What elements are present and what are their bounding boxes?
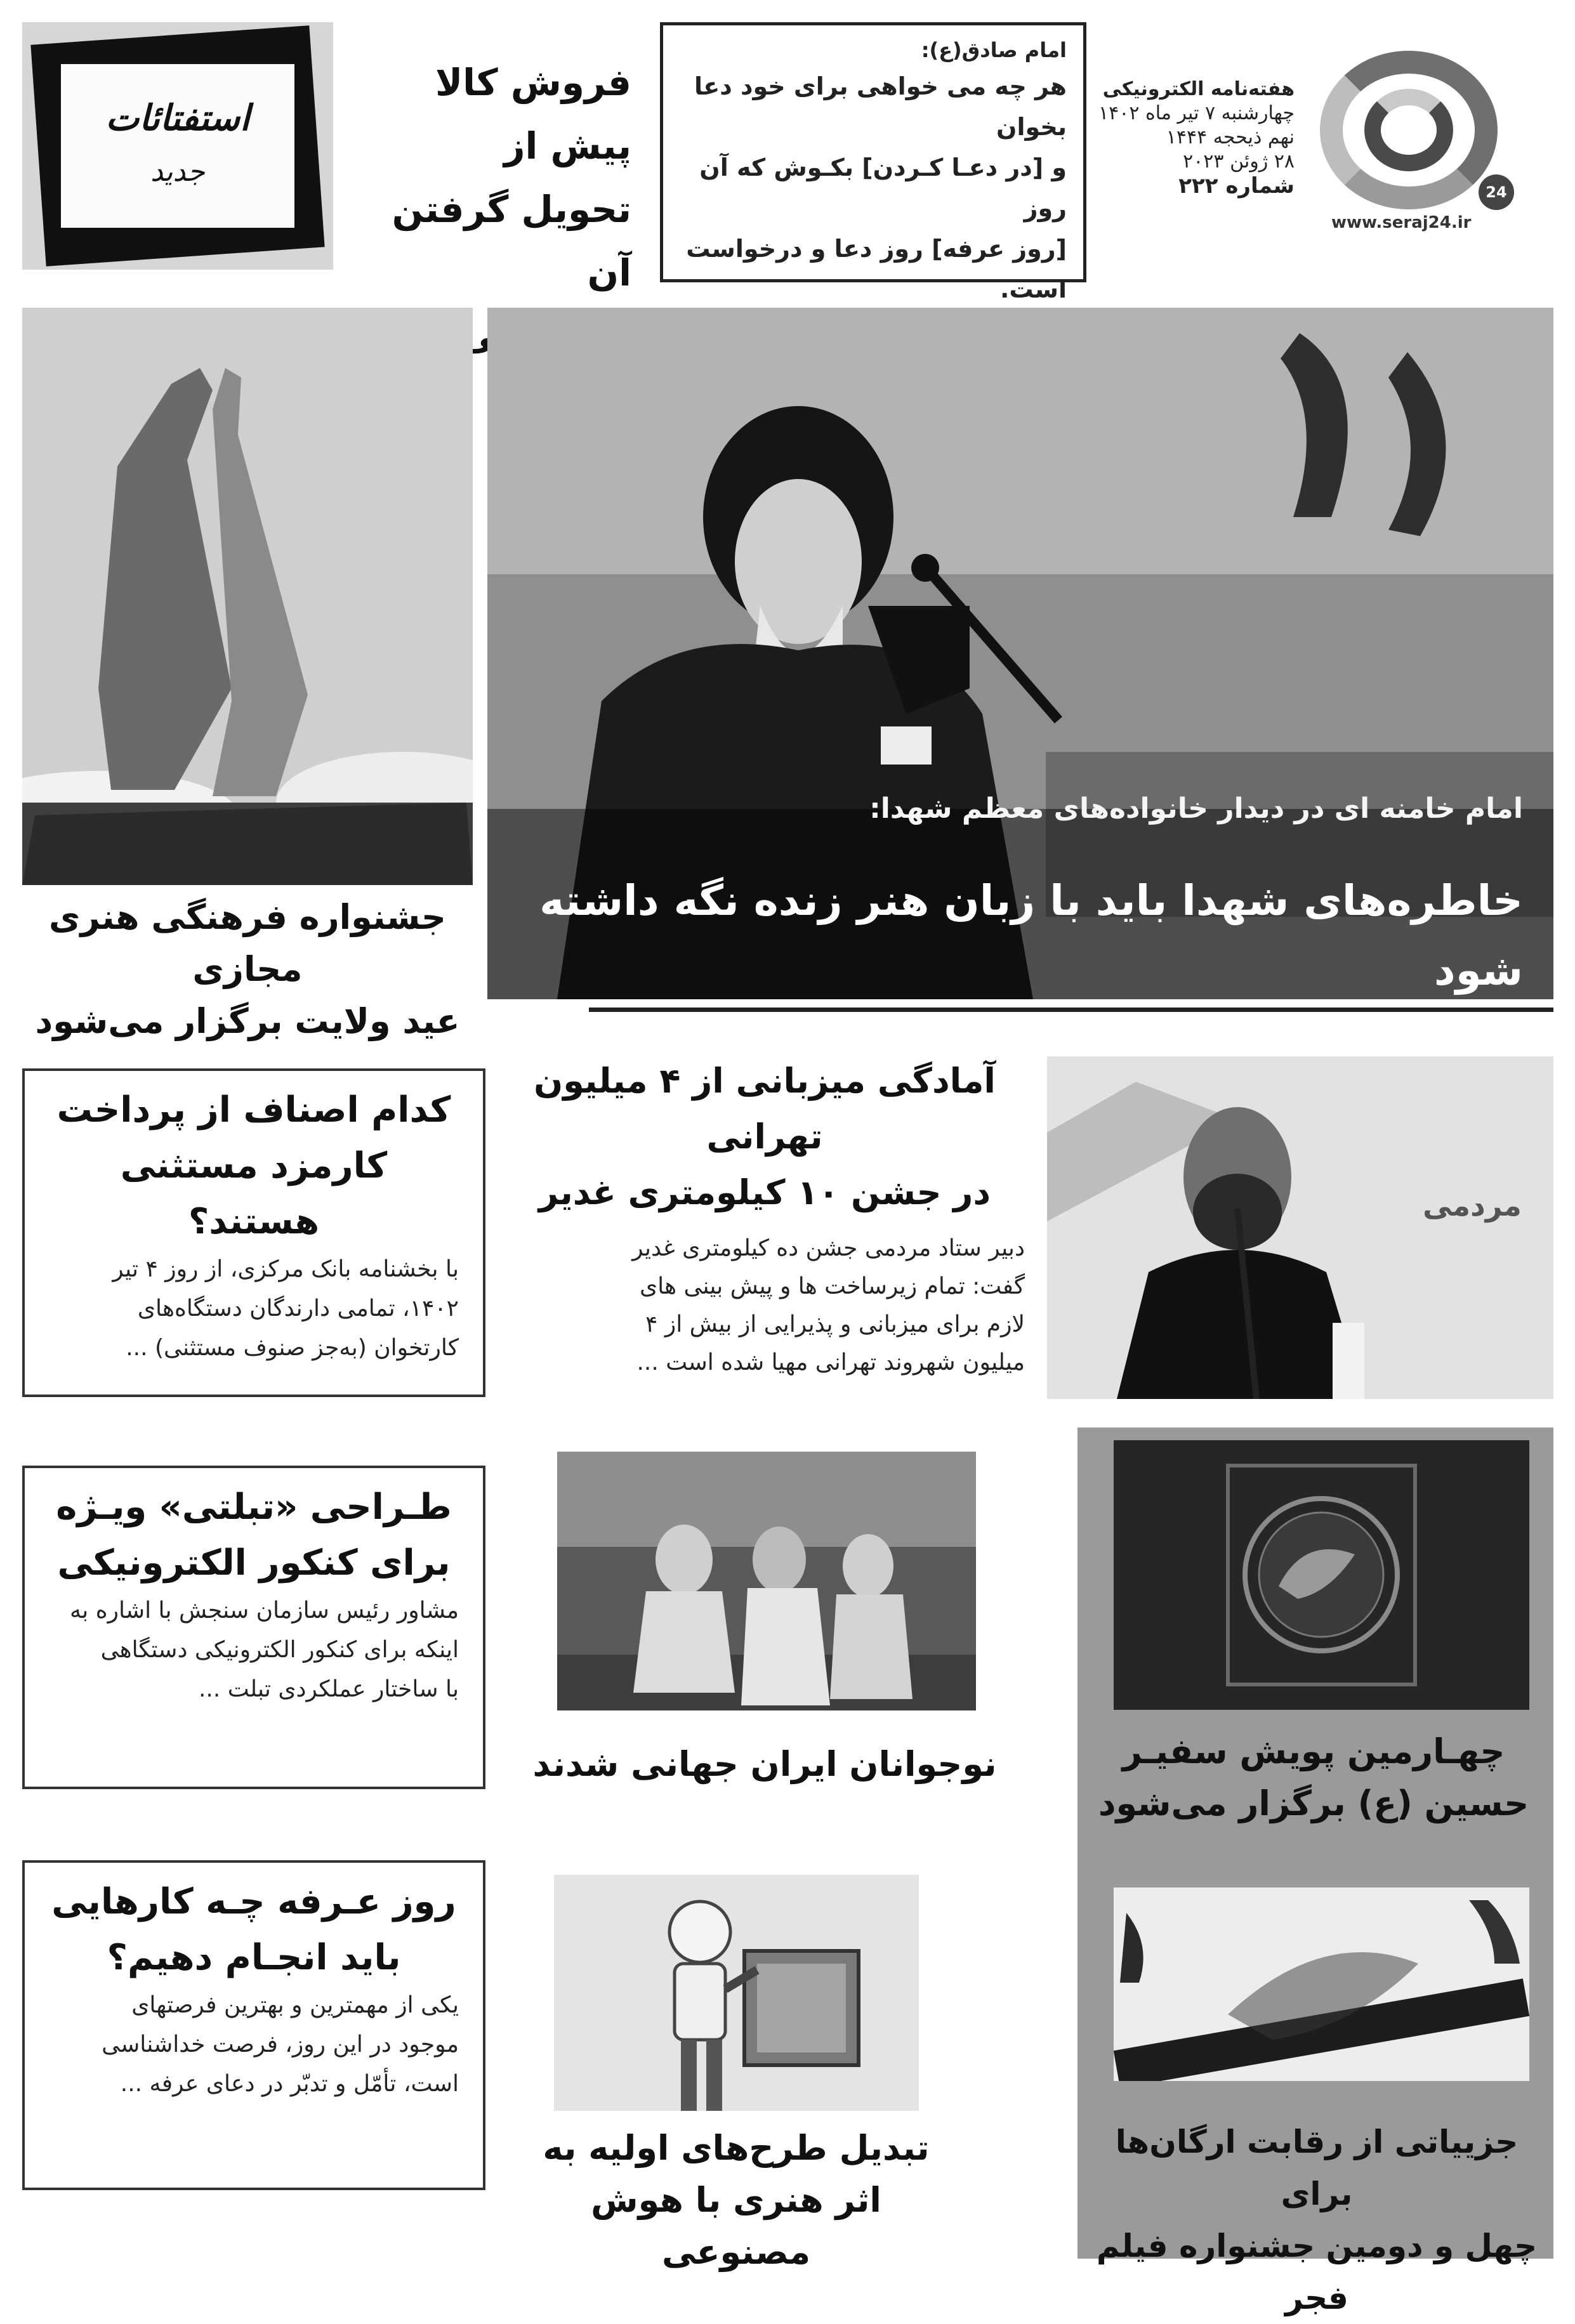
ai-robot-photo[interactable]	[554, 1875, 919, 2111]
ghadir-speaker-photo[interactable]	[1047, 1056, 1553, 1399]
lead-kicker: امام خامنه ای در دیدار خانواده‌های معظم شهدا:	[869, 792, 1523, 825]
ai-caption[interactable]	[533, 2122, 939, 2272]
issue-number: شماره ۲۲۲	[1178, 173, 1295, 199]
fatwa-badge-title: استفتائات	[105, 97, 250, 139]
fatwa-badge	[22, 22, 333, 270]
article-fees[interactable]	[22, 1068, 485, 1397]
article-ghadir[interactable]	[504, 1053, 1025, 1408]
article-konkur-body-line-3: با ساختار عملکردی تبلت ...	[198, 1676, 459, 1702]
article-arafah-body-line-3: است، تأمّل و تدبّر در دعای عرفه ...	[120, 2071, 459, 2097]
article-konkur-body-line-2: اینکه برای کنکور الکترونیکی دستگاهی	[100, 1637, 459, 1663]
article-ghadir-body-line-3: لازم برای میزبانی و پذیرایی از بیش از ۴	[645, 1311, 1025, 1337]
article-fees-body-line-2: ۱۴۰۲، تمامی دارندگان دستگاه‌های	[137, 1296, 459, 1322]
quote-line-1: هر چه می خواهی برای خود دعا بخوان	[694, 72, 1067, 141]
fatwa-badge-subtitle: جدید	[150, 155, 205, 188]
article-ghadir-body-line-1: دبیر ستاد مردمی جشن ده کیلومتری غدیر	[632, 1235, 1025, 1261]
article-konkur-title-line-2: برای کنکور الکترونیکی	[57, 1542, 451, 1584]
football-photo[interactable]	[557, 1452, 976, 1710]
quote-box	[660, 22, 1086, 303]
ai-caption-line-1: تبدیل طرح‌های اولیه به	[543, 2128, 930, 2168]
fatwa-headline-line-1: فروش کالا پیش از	[435, 61, 631, 167]
left-feature-caption-line-2: عید ولایت برگزار می‌شود	[35, 1001, 460, 1041]
article-fees-body-line-1: با بخشنامه بانک مرکزی، از روز ۴ تیر	[112, 1256, 459, 1282]
article-konkur-title-line-1: طـراحی «تبلتی» ویـژه	[56, 1487, 452, 1528]
article-arafah[interactable]	[22, 1860, 485, 2190]
section-divider	[589, 1008, 1553, 1012]
quote-speaker: امام صادق(ع):	[921, 38, 1067, 62]
ghadir-photo-banner: مردمی	[1423, 1188, 1522, 1223]
logo-badge: 24	[1479, 174, 1514, 210]
quote-line-2: و [در دعـا کـردن] بکـوش که آن روز	[699, 154, 1067, 222]
site-url[interactable]: www.seraj24.ir	[1331, 213, 1472, 232]
fajr-caption-line-1: جزییاتی از رقابت ارگان‌ها برای	[1115, 2124, 1519, 2212]
article-arafah-body-line-2: موجود در این روز، فرصت خداشناسی	[102, 2032, 459, 2058]
masthead-info	[1091, 77, 1295, 242]
article-fees-title-line-1: کدام اصناف از پرداخت	[56, 1089, 451, 1131]
article-ghadir-body-line-4: میلیون شهروند تهرانی مهیا شده است ...	[636, 1349, 1025, 1375]
article-fees-title-line-2: کارمزد مستثنی هستند؟	[120, 1145, 388, 1242]
fajr-caption[interactable]	[1082, 2116, 1552, 2316]
fajr-caption-line-2: چهل و دومین جشنواره فیلم فجر	[1096, 2228, 1538, 2316]
safir-poster[interactable]	[1114, 1440, 1529, 1710]
ai-caption-line-2: اثر هنری با هوش مصنوعی	[591, 2180, 881, 2272]
left-feature-caption-line-1: جشنواره فرهنگی هنری مجازی	[49, 897, 446, 989]
quote-line-3: [روز عرفه] روز دعا و درخواست است.	[686, 235, 1067, 303]
fatwa-headline[interactable]	[346, 51, 631, 294]
article-ghadir-title-line-1: آمادگی میزبانی از ۴ میلیون تهرانی	[534, 1061, 996, 1157]
safir-caption-line-2: حسین (ع) برگزار می‌شود	[1098, 1783, 1529, 1823]
article-arafah-title-line-1: روز عـرفه چـه کارهایی	[51, 1881, 456, 1922]
article-ghadir-body-line-2: گفت: تمام زیرساخت ها و پیش بینی های	[639, 1273, 1025, 1299]
publication-name: هفته‌نامه الکترونیکی	[1102, 78, 1295, 100]
article-konkur-body-line-1: مشاور رئیس سازمان سنجش با اشاره به	[69, 1598, 459, 1624]
fatwa-headline-line-2: تحویل گرفتن آن	[392, 188, 631, 294]
left-feature-illustration[interactable]	[22, 308, 473, 885]
masthead-logo	[1307, 44, 1517, 209]
article-arafah-body-line-1: یکی از مهمترین و بهترین فرصتهای	[131, 1992, 459, 2018]
date-solar: چهارشنبه ۷ تیر ماه ۱۴۰۲	[1098, 102, 1295, 124]
date-gregorian: ۲۸ ژوئن ۲۰۲۳	[1183, 150, 1295, 173]
article-fees-body-line-3: کارتخوان (به‌جز صنوف مستثنی) ...	[126, 1335, 459, 1361]
left-feature-caption[interactable]	[22, 891, 473, 1041]
fajr-poster[interactable]	[1114, 1887, 1529, 2081]
article-arafah-title-line-2: باید انجـام دهیم؟	[107, 1937, 401, 1978]
safir-caption-line-1: چهـارمین پویش سفیـر	[1122, 1731, 1505, 1771]
article-konkur[interactable]	[22, 1466, 485, 1789]
article-ghadir-title-line-2: در جشن ۱۰ کیلومتری غدیر	[538, 1172, 991, 1212]
date-lunar: نهم ذیحجه ۱۴۴۴	[1166, 126, 1295, 148]
safir-caption[interactable]	[1091, 1726, 1536, 1853]
lead-headline[interactable]: خاطره‌های شهدا باید با زبان هنر زنده نگه داشته شود	[539, 876, 1523, 995]
football-caption[interactable]: نوجوانان ایران جهانی شدند	[532, 1744, 997, 1784]
